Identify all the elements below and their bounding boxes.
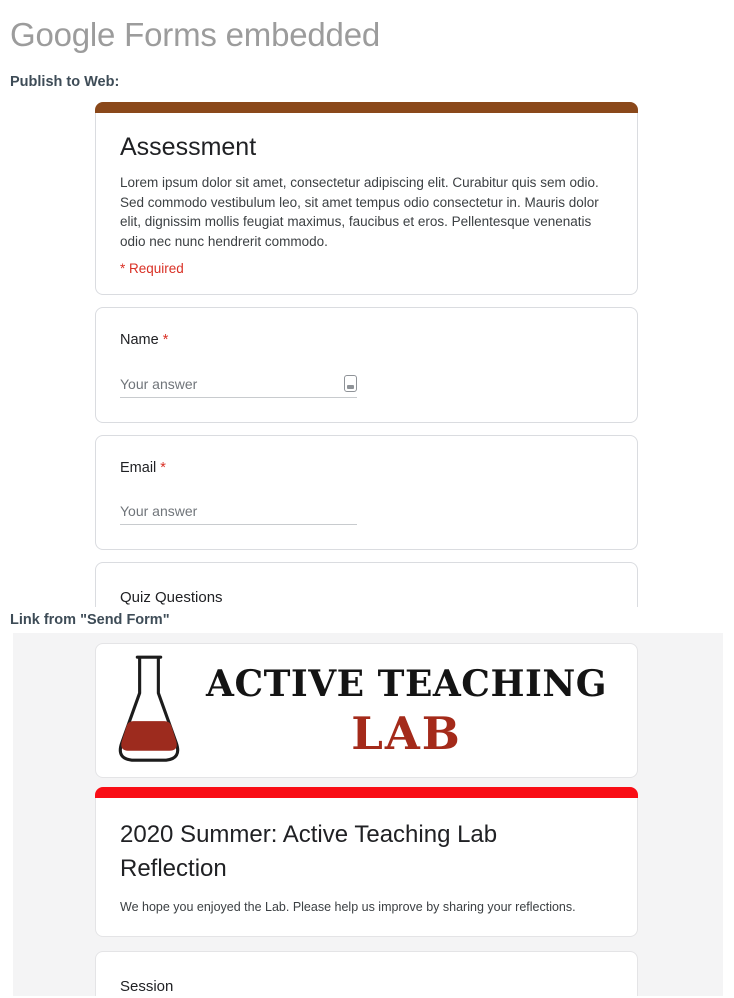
question-label bbox=[120, 460, 613, 476]
form1-accent-bar bbox=[95, 102, 638, 113]
question-label-text: Name bbox=[120, 332, 159, 349]
logo-text bbox=[188, 663, 625, 760]
form1-required-note: * Required bbox=[120, 261, 184, 277]
name-answer-row bbox=[120, 375, 357, 398]
erlenmeyer-flask-icon bbox=[110, 652, 188, 770]
send-form-label: Link from "Send Form" bbox=[10, 612, 170, 628]
question-label bbox=[120, 332, 613, 348]
logo-line1: ACTIVE TEACHING bbox=[206, 663, 607, 705]
form2-description: We hope you enjoyed the Lab. Please help us improve by sharing your reflections. bbox=[120, 900, 576, 915]
form1-description: Lorem ipsum dolor sit amet, consectetur adipiscing elit. Curabitur quis sem odio. Sed commodo vestibulum leo, sit amet tempus odio consectetur in. Mauris dolor elit, dignissim mollis feugiat maximus, faucibus et eros. Pellentesque venenatis odio nec nunc hendrerit commodo. bbox=[120, 175, 599, 249]
name-input[interactable] bbox=[120, 376, 344, 392]
required-asterisk: * bbox=[160, 460, 166, 477]
question-card-email bbox=[95, 435, 638, 550]
session-card bbox=[95, 951, 638, 996]
form2-accent-bar bbox=[95, 787, 638, 798]
required-asterisk: * bbox=[162, 332, 169, 349]
quiz-questions-card bbox=[95, 562, 638, 607]
form2-title: 2020 Summer: Active Teaching Lab Reflection bbox=[120, 821, 498, 882]
send-form-embed bbox=[13, 633, 723, 996]
active-teaching-lab-logo bbox=[95, 643, 638, 778]
session-title: Session bbox=[120, 978, 174, 996]
autofill-icon[interactable] bbox=[344, 375, 357, 392]
publish-to-web-label: Publish to Web: bbox=[10, 74, 120, 90]
page-title: Google Forms embedded bbox=[10, 16, 380, 53]
question-card-name bbox=[95, 307, 638, 423]
publish-to-web-embed bbox=[95, 102, 638, 607]
form1-header-card bbox=[95, 113, 638, 295]
question-label-text: Email bbox=[120, 460, 157, 477]
quiz-questions-title: Quiz Questions bbox=[120, 589, 223, 607]
form1-title: Assessment bbox=[120, 133, 257, 161]
email-input[interactable] bbox=[120, 503, 357, 519]
form2-header-card bbox=[95, 798, 638, 937]
logo-line2: LAB bbox=[351, 707, 462, 760]
email-answer-row bbox=[120, 503, 357, 525]
